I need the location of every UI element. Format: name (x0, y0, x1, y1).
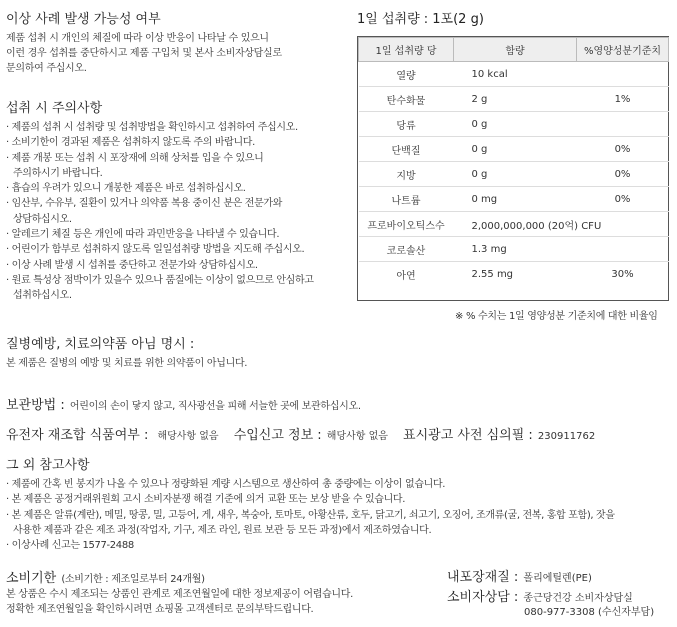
adverse-text (6, 31, 282, 76)
nutrition-row (359, 187, 669, 212)
nutrient-daily-value (577, 62, 669, 87)
nutrient-name: 탄수화물 (359, 87, 454, 112)
other-list (6, 477, 615, 553)
expiry-line: 정확한 제조연월일을 확인하시려면 쇼핑몰 고객센터로 문의부탁드립니다. (6, 604, 314, 615)
caution-item: · 임산부, 수유부, 질환이 있거나 의약품 복용 중이신 분은 전문가와 (6, 198, 283, 210)
nutrient-daily-value: 30% (611, 268, 634, 280)
caution-item: · 소비기한이 경과된 제품은 섭취하지 않도록 주의 바랍니다. (6, 137, 255, 149)
disease-title: 질병예방, 치료의약품 아님 명시 : (6, 337, 195, 352)
nutrient-daily-value: 0% (577, 162, 669, 187)
caution-title: 섭취 시 주의사항 (6, 101, 103, 116)
caution-list (6, 120, 314, 304)
nutrient-daily-value: 0% (577, 187, 669, 212)
nutrition-row (359, 262, 669, 287)
other-note-item: · 제품에 간혹 빈 봉지가 나올 수 있으나 정량화된 계량 시스템으로 생산하여 총 중량에는 이상이 없습니다. (6, 479, 446, 490)
storage-row (6, 394, 361, 413)
gmo-value: 해당사항 없음 (157, 431, 219, 442)
caution-item: 주의하시기 바랍니다. (13, 167, 103, 179)
nutrition-row (359, 137, 669, 162)
adverse-line: 문의하여 주십시오. (6, 63, 87, 74)
nutrition-header: %영양성분기준치 (577, 38, 669, 62)
other-note-item: · 본 제품은 공정거래위원회 고시 소비자분쟁 해결 기준에 의거 교환 또는 보상 받을 수 있습니다. (6, 494, 406, 506)
nutrition-header: 함량 (454, 38, 577, 62)
ad-review-label: 표시광고 사전 심의필 : (403, 428, 533, 443)
ad-review-value: 230911762 (537, 431, 596, 442)
consult-value-2: 080-977-3308 (수신자부담) (524, 607, 655, 618)
consult-value-1: 종근당건강 소비자상담실 (523, 593, 633, 604)
nutrient-amount: 2,000,000,000 (20억) CFU (454, 212, 577, 237)
nutrient-amount: 0 g (454, 137, 577, 162)
nutrient-name: 코로솔산 (359, 237, 454, 262)
nutrition-header: 1일 섭취량 당 (359, 38, 454, 62)
caution-item: 섭취하십시오. (13, 290, 72, 302)
nutrient-amount: 2.55 mg (471, 268, 514, 280)
packaging-value: 폴리에틸렌(PE) (523, 573, 592, 584)
other-note-item: · 이상사례 신고는 1577-2488 (6, 540, 134, 552)
caution-item: · 알레르기 체질 등은 개인에 따라 과민반응을 나타낼 수 있습니다. (6, 229, 280, 241)
nutrition-table-frame (357, 36, 669, 301)
import-value: 해당사항 없음 (326, 431, 388, 442)
packaging-label: 내포장재질 : (447, 570, 519, 585)
serving-size: 1일 섭취량 : 1포(2 g) (357, 12, 484, 27)
storage-label: 보관방법 : (6, 398, 65, 413)
nutrient-daily-value (577, 237, 669, 262)
expiry-text (6, 587, 353, 617)
nutrition-row (359, 237, 669, 262)
nutrient-daily-value: 0% (577, 137, 669, 162)
caution-item: · 이상 사례 발생 시 섭취를 중단하고 전문가와 상담하십시오. (6, 259, 258, 271)
caution-item: · 제품 개봉 또는 섭취 시 포장재에 의해 상처를 입을 수 있으니 (6, 152, 264, 164)
storage-text: 어린이의 손이 닿지 않고, 직사광선을 피해 서늘한 곳에 보관하십시오. (69, 401, 361, 412)
nutrition-row (359, 212, 669, 237)
nutrient-amount: 2 g (454, 87, 577, 112)
packaging-row (447, 566, 592, 585)
gmo-label: 유전자 재조합 식품여부 : (6, 428, 149, 443)
expiry-line: 본 상품은 수시 제조되는 상품인 관계로 제조연월일에 대한 정보제공이 어렵습니다. (6, 589, 354, 600)
consult-label: 소비자상담 : (447, 590, 519, 605)
import-label: 수입신고 정보 : (233, 428, 322, 443)
expiry-sub: (소비기한 : 제조일로부터 24개월) (61, 574, 205, 585)
nutrition-row (359, 87, 669, 112)
nutrient-name: 열량 (359, 62, 454, 87)
adverse-line: 이런 경우 섭취를 중단하시고 제품 구입처 및 본사 소비자상담실로 (6, 48, 282, 59)
other-title: 그 외 참고사항 (6, 458, 90, 473)
nutrition-header-row (359, 38, 669, 62)
nutrient-amount: 0 g (454, 162, 577, 187)
nutrient-name: 당류 (359, 112, 454, 137)
expiry-title: 소비기한 (6, 571, 57, 586)
other-note-item: · 본 제품은 알류(계란), 메밀, 땅콩, 밀, 고등어, 게, 새우, 복숭아, 토마토, 아황산류, 호두, 닭고기, 쇠고기, 오징어, 조개류(굴, 전복, 홍합 포함), 잣을 (6, 509, 615, 521)
nutrition-row (359, 112, 669, 137)
gmo-row (6, 424, 595, 443)
other-note-item: 사용한 제품과 같은 제조 과정(작업자, 기구, 제조 라인, 원료 보관 등 모든 과정)에서 제조하였습니다. (13, 524, 432, 536)
nutrient-daily-value: 1% (577, 87, 669, 112)
nutrition-row (359, 62, 669, 87)
disease-text: 본 제품은 질병의 예방 및 치료를 위한 의약품이 아닙니다. (6, 358, 248, 369)
nutrient-amount: 0 mg (454, 187, 577, 212)
nutrition-note: ※ % 수치는 1일 영양성분 기준치에 대한 비율임 (455, 311, 658, 322)
adverse-line: 제품 섭취 시 개인의 체질에 따라 이상 반응이 나타날 수 있으니 (6, 33, 269, 44)
nutrient-name: 지방 (359, 162, 454, 187)
nutrient-amount: 0 g (454, 112, 577, 137)
caution-item: · 제품의 섭취 시 섭취량 및 섭취방법을 확인하시고 섭취하여 주십시오. (6, 122, 298, 133)
nutrition-row (359, 162, 669, 187)
adverse-title: 이상 사례 발생 가능성 여부 (6, 12, 161, 27)
caution-item: · 흡습의 우려가 있으니 개봉한 제품은 바로 섭취하십시오. (6, 183, 246, 195)
nutrient-daily-value (577, 112, 669, 137)
expiry-row (6, 567, 205, 586)
nutrient-amount: 10 kcal (454, 62, 577, 87)
nutrient-name: 단백질 (359, 137, 454, 162)
caution-item: · 원료 특성상 점박이가 있을수 있으나 품질에는 이상이 없으므로 안심하고 (6, 274, 314, 286)
nutrient-name: 아연 (396, 270, 416, 282)
nutrition-table (358, 37, 669, 286)
caution-item: · 어린이가 함부로 섭취하지 않도록 일일섭취량 방법을 지도해 주십시오. (6, 244, 305, 256)
nutrient-name: 프로바이오틱스수 (359, 212, 454, 237)
nutrient-name: 나트륨 (359, 187, 454, 212)
nutrient-amount: 1.3 mg (454, 237, 577, 262)
caution-item: 상담하십시오. (13, 213, 72, 225)
